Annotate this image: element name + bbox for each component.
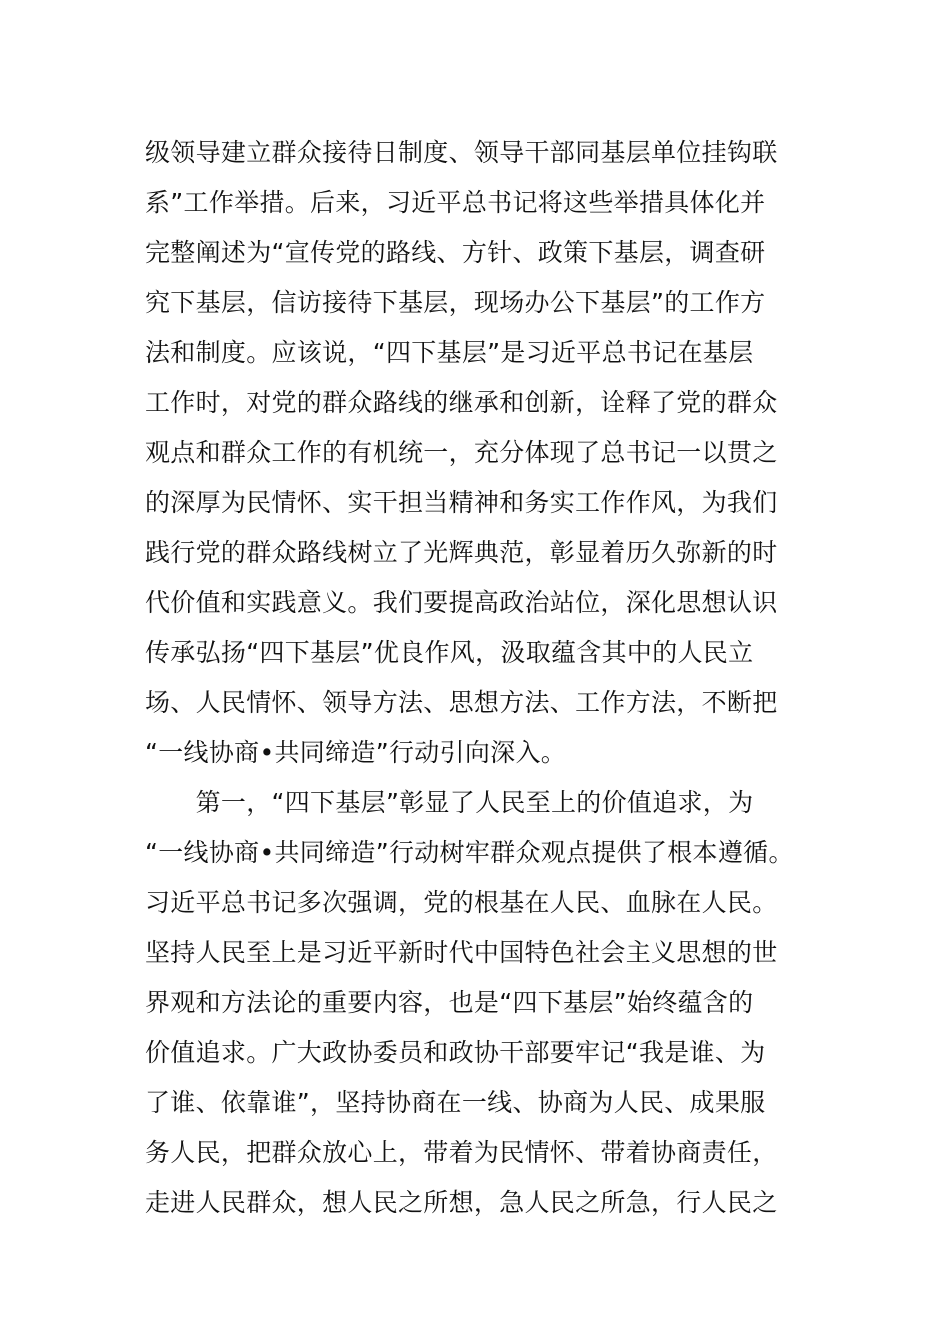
text-line: 观点和群众工作的有机统一，充分体现了总书记一以贯之 [145, 438, 778, 467]
text-line: 坚持人民至上是习近平新时代中国特色社会主义思想的世 [145, 938, 778, 967]
text-line: 系”工作举措。后来，习近平总书记将这些举措具体化并 [145, 188, 766, 217]
text-line: 工作时，对党的群众路线的继承和创新，诠释了党的群众 [145, 388, 778, 417]
text-line: 完整阐述为“宣传党的路线、方针、政策下基层，调查研 [145, 238, 766, 267]
text-line: 场、人民情怀、领导方法、思想方法、工作方法，不断把 [145, 688, 778, 717]
text-line: 代价值和实践意义。我们要提高政治站位，深化思想认识 [145, 588, 778, 617]
text-line: 级领导建立群众接待日制度、领导干部同基层单位挂钩联 [145, 138, 778, 167]
text-line: 价值追求。广大政协委员和政协干部要牢记“我是谁、为 [145, 1038, 766, 1067]
text-line: “一线协商•共同缔造”行动引向深入。 [145, 738, 567, 767]
text-line: 习近平总书记多次强调，党的根基在人民、血脉在人民。 [145, 888, 778, 917]
text-line: 走进人民群众，想人民之所想，急人民之所急，行人民之 [145, 1188, 778, 1217]
text-line: 的深厚为民情怀、实干担当精神和务实工作作风，为我们 [145, 488, 778, 517]
text-line: 了谁、依靠谁”，坚持协商在一线、协商为人民、成果服 [145, 1088, 766, 1117]
text-line: 究下基层，信访接待下基层，现场办公下基层”的工作方 [145, 288, 766, 317]
text-line: 传承弘扬“四下基层”优良作风，汲取蕴含其中的人民立 [145, 638, 754, 667]
text-line: 践行党的群众路线树立了光辉典范，彰显着历久弥新的时 [145, 538, 778, 567]
text-line: 务人民，把群众放心上，带着为民情怀、带着协商责任， [145, 1138, 778, 1167]
text-line: “一线协商•共同缔造”行动树牢群众观点提供了根本遵循。 [145, 838, 794, 867]
text-line: 界观和方法论的重要内容，也是“四下基层”始终蕴含的 [145, 988, 754, 1017]
body-text [145, 128, 825, 1228]
paragraph-start-line: 第一，“四下基层”彰显了人民至上的价值追求，为 [145, 788, 754, 817]
text-line: 法和制度。应该说，“四下基层”是习近平总书记在基层 [145, 338, 754, 367]
